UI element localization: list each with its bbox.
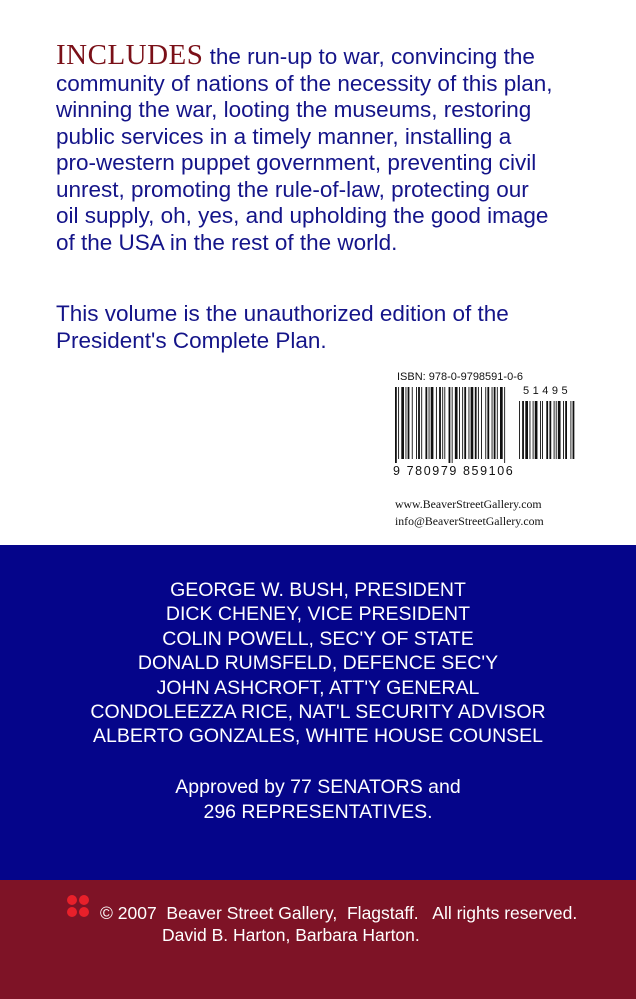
barcode-bar (500, 387, 503, 459)
barcode-bar (401, 387, 404, 459)
barcode-bar (425, 387, 427, 459)
barcode-bar (429, 387, 430, 459)
barcode-bar (408, 387, 410, 459)
blurb-line: oil supply, oh, yes, and upholding the good image (56, 203, 549, 228)
names-band (0, 545, 636, 880)
barcode-bar (494, 387, 496, 459)
barcode-bar (471, 387, 474, 459)
barcode-bar (563, 401, 564, 459)
barcode-bar (573, 401, 575, 459)
barcode-bar (418, 387, 420, 459)
blurb-line: unrest, promoting the rule-of-law, protecting our (56, 176, 529, 202)
contact-info (395, 496, 544, 530)
barcode-bar (455, 387, 458, 459)
barcode-bar (565, 401, 567, 459)
barcode-bar (522, 401, 524, 459)
barcode-bar (452, 387, 453, 463)
barcode-bar (492, 387, 493, 459)
barcode-bar (533, 401, 534, 459)
official-name: JOHN ASHCROFT, ATT'Y GENERAL (156, 676, 480, 699)
barcode-bar (554, 401, 555, 459)
includes-word: INCLUDES (56, 39, 204, 71)
barcode-bar (416, 387, 417, 459)
barcode-bar (475, 387, 477, 459)
email-link[interactable]: info@BeaverStreetGallery.com (395, 514, 544, 528)
price-code-text: 51495 (523, 385, 572, 397)
official-name: CONDOLEEZZA RICE, NAT'L SECURITY ADVISOR (90, 701, 546, 724)
footer-band (0, 880, 636, 999)
blurb-line: the run-up to war, convincing the (209, 44, 535, 69)
blurb-line: of the USA in the rest of the world. (56, 229, 398, 255)
barcode-bar (546, 401, 548, 459)
volume-note (56, 300, 616, 354)
barcode-bar (442, 387, 443, 459)
barcode-bar (459, 387, 460, 459)
barcode-bar (535, 401, 538, 459)
blurb-line: pro-western puppet government, preventing civil (56, 150, 537, 175)
barcode-bar (549, 401, 551, 459)
official-name: COLIN POWELL, SEC'Y OF STATE (162, 627, 474, 650)
barcode-bar (530, 401, 531, 459)
barcode-bar (497, 387, 498, 459)
blurb-line: public services in a timely manner, installing a (56, 123, 512, 149)
barcode-bar (398, 387, 399, 459)
barcode-bar (481, 387, 482, 459)
barcode-bar (462, 387, 463, 459)
blurb-line: community of nations of the necessity of this plan, (56, 70, 553, 96)
barcode-bar (558, 401, 561, 459)
officials-list (0, 578, 636, 749)
barcode-bar (540, 401, 541, 459)
official-name: DONALD RUMSFELD, DEFENCE SEC'Y (137, 652, 499, 675)
isbn-text: ISBN: 978-0-9798591-0-6 (397, 371, 523, 383)
barcode-bar (525, 401, 528, 459)
official-name: DICK CHENEY, VICE PRESIDENT (165, 603, 471, 626)
blurb-line: winning the war, looting the museums, restoring (56, 97, 532, 122)
barcode-bar (421, 387, 422, 459)
blurb-paragraph (56, 39, 616, 256)
barcode-bar (436, 387, 437, 459)
barcode-bar (449, 387, 451, 463)
authors-line: David B. Harton, Barbara Harton. (162, 925, 420, 945)
barcode-bar (431, 387, 434, 459)
approval-note (0, 775, 636, 824)
barcode-bar (395, 387, 397, 463)
barcode-bar (412, 387, 413, 459)
approval-line: 296 REPRESENTATIVES. (203, 800, 433, 823)
ean-digits: 9 780979 859106 (393, 464, 515, 478)
barcode-bar (464, 387, 466, 459)
barcode-bar (485, 387, 486, 459)
barcode-bar (504, 387, 505, 463)
barcode-bar (487, 387, 489, 459)
copyright-line: © 2007 Beaver Street Gallery, Flagstaff. All rights reserved. (100, 903, 578, 923)
barcode-bar (556, 401, 557, 459)
barcode-bar (570, 401, 571, 459)
volume-line: This volume is the unauthorized edition of the (56, 301, 509, 326)
website-link[interactable]: www.BeaverStreetGallery.com (395, 497, 542, 511)
barcode-bar (542, 401, 543, 459)
official-name: ALBERTO GONZALES, WHITE HOUSE COUNSEL (92, 725, 544, 748)
barcode-bar (519, 401, 520, 459)
approval-line: Approved by 77 SENATORS and (175, 776, 461, 798)
barcode-bar (406, 387, 407, 459)
official-name: GEORGE W. BUSH, PRESIDENT (170, 579, 466, 601)
volume-line: President's Complete Plan. (56, 328, 327, 353)
barcode-bar (469, 387, 470, 459)
four-dots-logo-icon (66, 894, 90, 918)
barcode-bar (478, 387, 479, 459)
barcode-bar (439, 387, 441, 459)
barcode-bar (444, 387, 445, 459)
